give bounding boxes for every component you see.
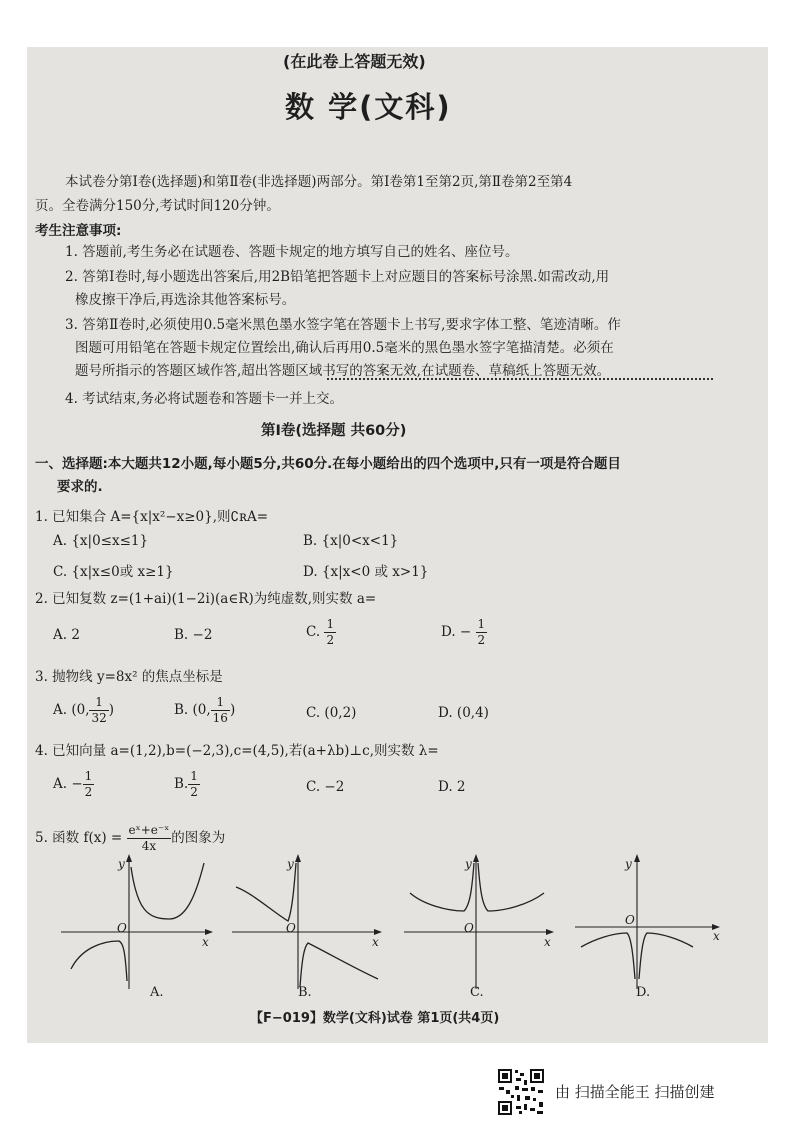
q4-a-num: 1 xyxy=(84,769,93,783)
graph-d-x-label: x xyxy=(713,929,720,943)
q3-a-num: 1 xyxy=(89,695,108,711)
graph-c xyxy=(404,849,559,1000)
q4-a-den: 2 xyxy=(84,785,93,799)
graph-d-origin: O xyxy=(625,913,635,927)
q5-den: 4x xyxy=(141,839,157,853)
q5-num: eˣ+e⁻ˣ xyxy=(128,823,170,837)
graph-a-y-label: y xyxy=(118,857,125,871)
q3-a-fraction xyxy=(89,695,108,726)
q2-c-num: 1 xyxy=(326,617,335,631)
q2-option-b: B. −2 xyxy=(174,627,213,643)
notes-heading: 考生注意事项: xyxy=(35,223,122,239)
q3-b-post: ) xyxy=(229,702,236,718)
q2-d-num: 1 xyxy=(477,617,486,631)
q2-option-c xyxy=(306,617,336,648)
q2-option-d-label: D. − xyxy=(441,624,472,640)
graph-b-origin: O xyxy=(286,921,296,935)
graph-b-x-label: x xyxy=(372,935,379,949)
graph-a xyxy=(61,849,216,1000)
q1-option-d: D. {x|x<0 或 x>1} xyxy=(303,564,429,580)
q5-stem-post: 的图象为 xyxy=(171,830,226,846)
graph-a-label: A. xyxy=(150,985,164,1000)
q3-option-b xyxy=(174,695,235,726)
q4-option-b xyxy=(174,769,200,800)
q5-stem-pre: 5. 函数 f(x) = xyxy=(35,830,123,846)
section-instr-1: 一、选择题:本大题共12小题,每小题5分,共60分.在每小题给出的四个选项中,只有一项是符合题目 xyxy=(35,456,621,472)
q3-a-pre: A. (0, xyxy=(53,702,90,718)
q3-option-c: C. (0,2) xyxy=(306,705,357,721)
graph-d xyxy=(575,849,730,1000)
q4-stem: 4. 已知向量 a=(1,2),b=(−2,3),c=(4,5),若(a+λb)⊥c,则实数 λ= xyxy=(35,743,439,759)
note-2b: 橡皮擦干净后,再选涂其他答案标号。 xyxy=(75,292,296,308)
graph-b-y-label: y xyxy=(287,857,294,871)
q3-b-pre: B. (0, xyxy=(174,702,211,718)
note-3b: 图题可用铅笔在答题卡规定位置绘出,确认后再用0.5毫米的黑色墨水签字笔描清楚。必须在 xyxy=(75,340,614,356)
page-footer: 【F−019】数学(文科)试卷 第1页(共4页) xyxy=(250,1011,500,1026)
q3-a-post: ) xyxy=(108,702,115,718)
graph-c-x-label: x xyxy=(544,935,551,949)
q2-d-den: 2 xyxy=(477,633,486,647)
q1-stem: 1. 已知集合 A={x|x²−x≥0},则∁ʀA= xyxy=(35,509,269,525)
graph-b xyxy=(232,849,387,1000)
q1-option-c: C. {x|x≤0或 x≥1} xyxy=(53,564,174,580)
section-title: 第Ⅰ卷(选择题 共60分) xyxy=(261,423,407,439)
graph-b-label: B. xyxy=(298,985,312,1000)
note-3a: 3. 答第Ⅱ卷时,必须使用0.5毫米黑色墨水签字笔在答题卡上书写,要求字体工整、笔迹清晰。作 xyxy=(65,317,621,333)
q2-stem: 2. 已知复数 z=(1+ai)(1−2i)(a∈R)为纯虚数,则实数 a= xyxy=(35,591,377,607)
q2-option-c-label: C. xyxy=(306,624,321,640)
q4-a-pre: A. − xyxy=(53,776,83,792)
q4-a-fraction xyxy=(83,769,95,800)
emphasis-dots xyxy=(327,378,713,380)
intro-line-1: 本试卷分第Ⅰ卷(选择题)和第Ⅱ卷(非选择题)两部分。第Ⅰ卷第1至第2页,第Ⅱ卷第2至第4 xyxy=(65,174,573,190)
q1-option-a: A. {x|0≤x≤1} xyxy=(53,533,149,549)
q3-a-den: 32 xyxy=(91,711,107,725)
q2-option-a: A. 2 xyxy=(53,627,80,643)
note-2a: 2. 答第Ⅰ卷时,每小题选出答案后,用2B铅笔把答题卡上对应题目的答案标号涂黑.如需改动,用 xyxy=(65,269,610,285)
q4-b-num: 1 xyxy=(190,769,198,783)
q2-c-den: 2 xyxy=(326,633,335,647)
graph-d-label: D. xyxy=(636,985,651,1000)
q2-option-c-fraction xyxy=(324,617,336,648)
q4-option-c: C. −2 xyxy=(306,779,345,795)
q2-option-d-fraction xyxy=(476,617,488,648)
note-1: 1. 答题前,考生务必在试题卷、答题卡规定的地方填写自己的姓名、座位号。 xyxy=(65,244,519,260)
q3-b-num: 1 xyxy=(211,695,230,711)
q4-b-den: 2 xyxy=(190,785,198,799)
exam-page xyxy=(27,47,768,1043)
section-instr-2: 要求的. xyxy=(57,479,103,495)
scanner-text: 由 扫描全能王 扫描创建 xyxy=(555,1083,715,1101)
graph-a-origin: O xyxy=(117,921,127,935)
q2-option-d xyxy=(441,617,487,648)
scanner-watermark xyxy=(497,1068,545,1120)
note-3c: 题号所指示的答题区域作答,超出答题区域书写的答案无效,在试题卷、草稿纸上答题无效。 xyxy=(75,363,611,379)
q1-option-b: B. {x|0<x<1} xyxy=(303,533,399,549)
note-4: 4. 考试结束,务必将试题卷和答题卡一并上交。 xyxy=(65,391,343,407)
invalid-notice: (在此卷上答题无效) xyxy=(283,52,426,71)
q3-b-den: 16 xyxy=(212,711,228,725)
graph-d-y-label: y xyxy=(625,857,632,871)
q4-option-a xyxy=(53,769,94,800)
intro-line-2: 页。全卷满分150分,考试时间120分钟。 xyxy=(35,198,280,214)
q4-option-d: D. 2 xyxy=(438,779,466,795)
exam-title: 数 学(文科) xyxy=(285,90,452,124)
qr-code-icon xyxy=(497,1068,545,1116)
q3-stem: 3. 抛物线 y=8x² 的焦点坐标是 xyxy=(35,669,223,685)
q4-b-pre: B. xyxy=(174,776,189,792)
graph-c-y-label: y xyxy=(465,857,472,871)
q4-b-fraction xyxy=(188,769,200,800)
q3-option-a xyxy=(53,695,114,726)
q3-b-fraction xyxy=(211,695,230,726)
q3-option-d: D. (0,4) xyxy=(438,705,489,721)
graph-a-x-label: x xyxy=(202,935,209,949)
graph-c-label: C. xyxy=(470,985,484,1000)
graph-c-origin: O xyxy=(464,921,474,935)
